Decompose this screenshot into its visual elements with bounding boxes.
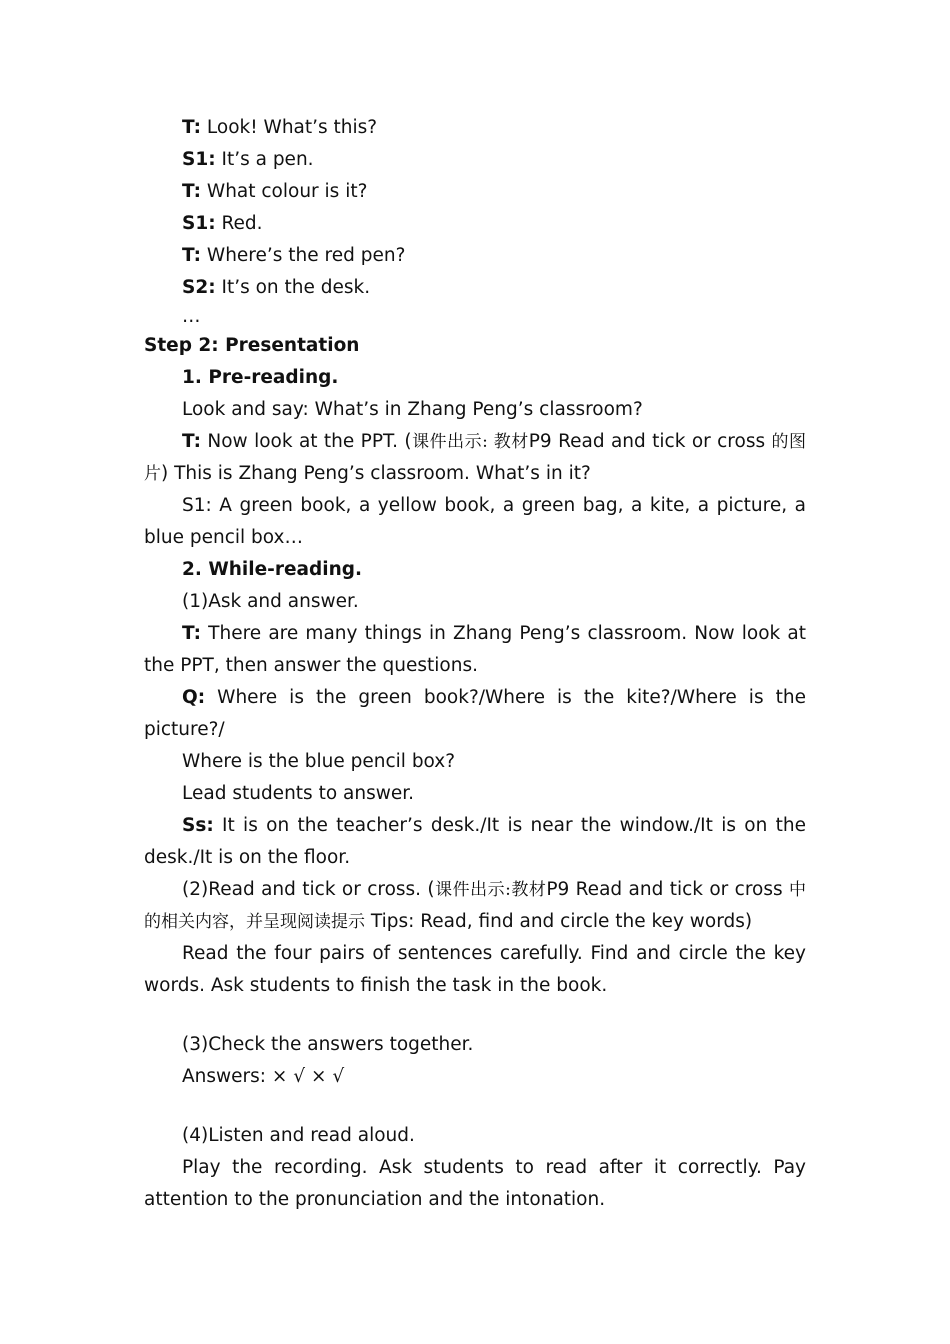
check-answers-line: (3)Check the answers together.	[182, 1034, 474, 1055]
dialogue-text: Red.	[215, 213, 263, 234]
paragraph-text: Now look at the PPT. (	[201, 431, 412, 452]
speaker-label: T:	[182, 117, 202, 138]
section-heading-whilereading: 2. While-reading.	[182, 559, 363, 580]
speaker-label: S1:	[182, 213, 216, 234]
whilereading-teacher-paragraph	[144, 618, 806, 682]
dialogue-line	[144, 144, 806, 176]
chinese-note: 课件出示:教材	[434, 880, 547, 900]
prereading-teacher-paragraph	[144, 426, 806, 490]
speaker-label: Ss:	[182, 815, 214, 836]
dialogue-line	[144, 240, 806, 272]
paragraph-text: It is on the teacher’s desk./It is near the window./It is on the desk./It is on the floor.	[144, 815, 806, 868]
section-heading-prereading: 1. Pre-reading.	[182, 367, 339, 388]
document-body	[144, 112, 806, 1216]
spacer	[144, 1002, 806, 1029]
read-four-pairs-paragraph: Read the four pairs of sentences carefully. Find and circle the key words. Ask students to finish the task in the book.	[144, 943, 806, 996]
dialogue-text: It’s a pen.	[215, 149, 314, 170]
paragraph-text: ) This is Zhang Peng’s classroom. What’s in it?	[161, 463, 591, 484]
look-and-say: Look and say: What’s in Zhang Peng’s classroom?	[182, 399, 643, 420]
chinese-note: 的图片	[144, 432, 807, 484]
question-label: Q:	[182, 687, 206, 708]
paragraph-text: Tips: Read, find and circle the key words)	[365, 911, 753, 932]
speaker-label: T:	[182, 245, 202, 266]
prereading-student-paragraph: S1: A green book, a yellow book, a green bag, a kite, a picture, a blue pencil box…	[144, 495, 806, 548]
paragraph-text: P9 Read and tick or cross	[546, 879, 790, 900]
speaker-label: T:	[182, 181, 202, 202]
listen-read-line: (4)Listen and read aloud.	[182, 1125, 415, 1146]
paragraph-text: (2)Read and tick or cross. (	[182, 879, 435, 900]
question-line: Where is the blue pencil box?	[182, 751, 456, 772]
dialogue-text: Look! What’s this?	[201, 117, 378, 138]
speaker-label: T:	[182, 431, 202, 452]
students-answer-paragraph	[144, 810, 806, 874]
paragraph-text: P9 Read and tick or cross	[528, 431, 772, 452]
dialogue-line	[144, 272, 806, 304]
speaker-label: T:	[182, 623, 202, 644]
speaker-label: S2:	[182, 277, 216, 298]
step-heading: Step 2: Presentation	[144, 335, 360, 356]
chinese-note: 课件出示: 教材	[411, 432, 529, 452]
play-recording-paragraph: Play the recording. Ask students to read after it correctly. Pay attention to the pronunciation and the intonation.	[144, 1157, 806, 1210]
paragraph-text: Where is the green book?/Where is the kite?/Where is the picture?/	[144, 687, 806, 740]
dialogue-text: Where’s the red pen?	[201, 245, 406, 266]
ask-and-answer: (1)Ask and answer.	[182, 591, 359, 612]
speaker-label: S1:	[182, 149, 216, 170]
dialogue-line	[144, 176, 806, 208]
read-tick-cross-paragraph	[144, 874, 806, 938]
dialogue-text: What colour is it?	[201, 181, 368, 202]
ellipsis: …	[182, 306, 201, 327]
answers-line: Answers: × √ × √	[182, 1066, 345, 1087]
questions-paragraph	[144, 682, 806, 746]
dialogue-text: It’s on the desk.	[215, 277, 371, 298]
lead-line: Lead students to answer.	[182, 783, 415, 804]
chinese-note: 中的相关内容，并呈现阅读提示	[144, 880, 807, 932]
spacer	[144, 1093, 806, 1120]
dialogue-line	[144, 112, 806, 144]
paragraph-text: There are many things in Zhang Peng’s classroom. Now look at the PPT, then answer the questions.	[144, 623, 806, 676]
dialogue-line	[144, 208, 806, 240]
